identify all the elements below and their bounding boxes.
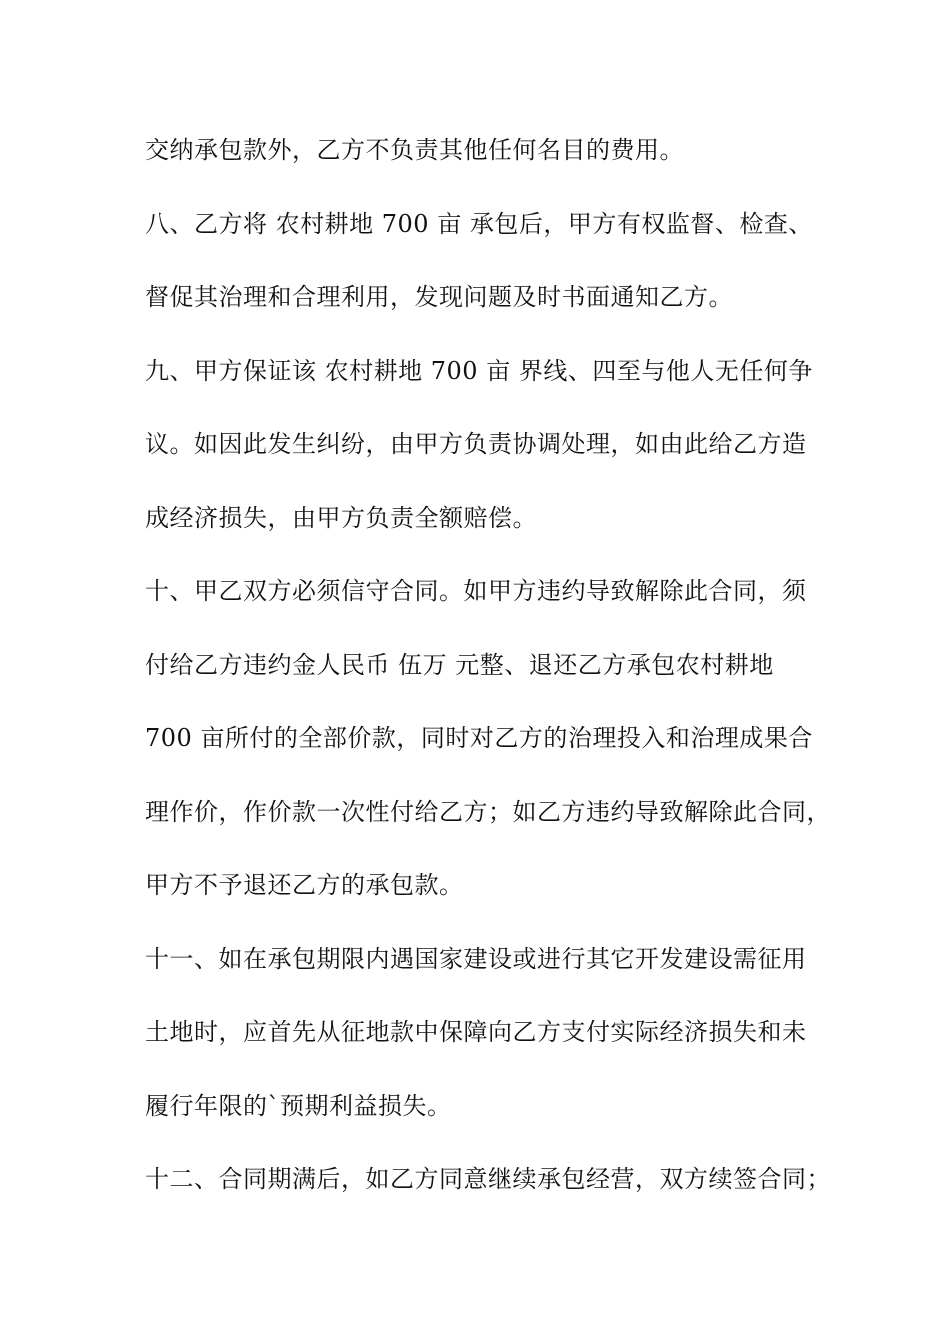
text-line: 交纳承包款外，乙方不负责其他任何名目的费用。	[145, 136, 684, 164]
text-line: 成经济损失，由甲方负责全额赔偿。	[145, 503, 537, 532]
text-line: 十、甲乙双方必须信守合同。如甲方违约导致解除此合同，须	[145, 577, 807, 605]
text-line: 八、乙方将 农村耕地 700 亩 承包后，甲方有权监督、检查、	[145, 209, 813, 238]
text-line: 甲方不予退还乙方的承包款。	[145, 871, 464, 899]
contract-text	[145, 122, 831, 1225]
text-line: 700 亩所付的全部价款，同时对乙方的治理投入和治理成果合	[145, 724, 813, 752]
text-line: 议。如因此发生纠纷，由甲方负责协调处理，如由此给乙方造	[145, 430, 807, 458]
text-line: 十一、如在承包期限内遇国家建设或进行其它开发建设需征用	[145, 944, 807, 973]
text-line: 十二、合同期满后，如乙方同意继续承包经营，双方续签合同；	[145, 1165, 831, 1193]
text-line: 土地时，应首先从征地款中保障向乙方支付实际经济损失和未	[145, 1018, 807, 1046]
text-line: 付给乙方违约金人民币 伍万 元整、退还乙方承包农村耕地	[145, 650, 774, 679]
text-line: 理作价，作价款一次性付给乙方；如乙方违约导致解除此合同，	[145, 797, 831, 826]
text-line: 九、甲方保证该 农村耕地 700 亩 界线、四至与他人无任何争	[145, 356, 813, 385]
text-line: 履行年限的`预期利益损失。	[145, 1091, 452, 1120]
text-line: 督促其治理和合理利用，发现问题及时书面通知乙方。	[145, 283, 733, 311]
